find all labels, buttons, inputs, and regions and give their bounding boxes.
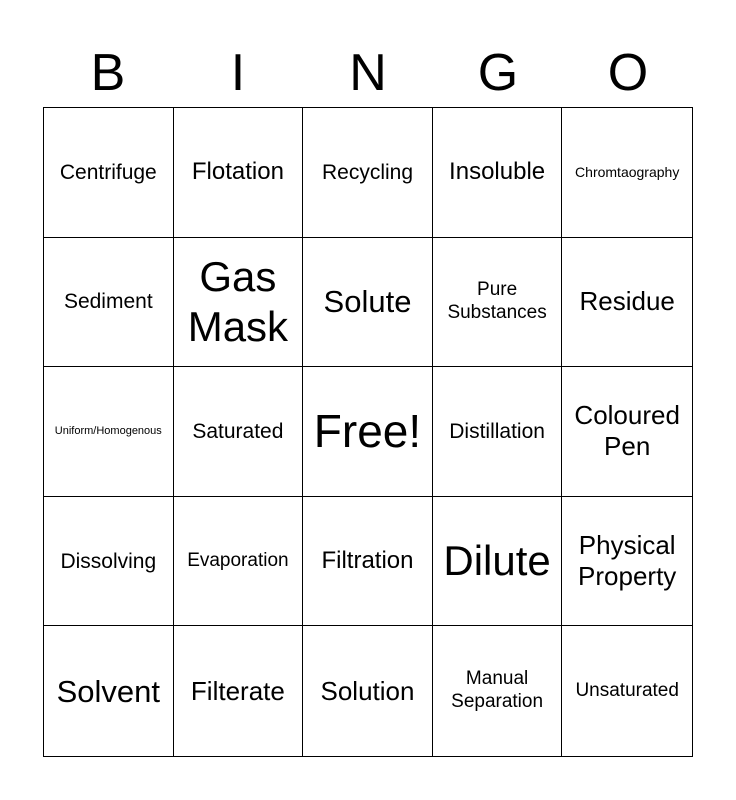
bingo-cell[interactable] [303,497,433,627]
bingo-cell[interactable] [174,367,304,497]
header-letter-g: G [477,44,519,102]
header-letter-o: O [607,44,649,102]
bingo-cell[interactable] [562,497,692,627]
cell-label: Uniform/Homogenous [54,424,162,437]
bingo-cell[interactable] [44,497,174,627]
bingo-cell[interactable] [44,108,174,238]
cell-label: Coloured Pen [574,400,680,462]
cell-label: Manual Separation [451,668,544,713]
bingo-cell[interactable] [303,626,433,756]
cell-label: Solution [320,675,415,706]
header-letter-n: N [349,44,387,102]
cell-label: Dilute [443,536,551,584]
bingo-cell[interactable] [44,238,174,368]
cell-label: Evaporation [187,549,289,571]
bingo-header [43,40,693,106]
cell-label: Pure Substances [447,279,547,323]
cell-label: Unsaturated [575,679,679,701]
bingo-cell[interactable] [174,238,304,368]
bingo-cell[interactable] [44,367,174,497]
cell-label: Distillation [449,419,545,443]
cell-label: Flotation [191,157,284,185]
cell-label: Sediment [63,290,153,314]
bingo-cell[interactable] [303,108,433,238]
cell-label: Physical Property [578,529,677,592]
cell-label: Recycling [321,160,414,184]
free-space-label: Free! [313,404,422,457]
bingo-cell[interactable] [562,367,692,497]
cell-label: Insoluble [449,157,546,185]
bingo-cell[interactable] [44,626,174,756]
cell-label: Gas Mask [187,252,289,350]
free-space-cell[interactable] [303,367,433,497]
bingo-cell[interactable] [433,108,563,238]
cell-label: Dissolving [60,549,157,573]
bingo-cell[interactable] [562,238,692,368]
cell-label: Residue [579,286,675,317]
bingo-board [43,107,693,757]
cell-label: Centrifuge [59,160,157,184]
cell-label: Chromtaography [575,163,680,180]
bingo-cell[interactable] [562,626,692,756]
header-letter-i: I [230,44,246,102]
cell-label: Saturated [192,419,284,443]
bingo-cell[interactable] [433,238,563,368]
bingo-cell[interactable] [562,108,692,238]
bingo-cell[interactable] [303,238,433,368]
cell-label: Solvent [56,673,160,709]
bingo-cell[interactable] [433,367,563,497]
cell-label: Solute [323,284,412,320]
header-letter-b: B [90,44,126,102]
cell-label: Filtration [321,546,414,574]
cell-label: Filterate [190,675,285,706]
bingo-cell[interactable] [433,497,563,627]
bingo-cell[interactable] [174,108,304,238]
bingo-cell[interactable] [433,626,563,756]
bingo-cell[interactable] [174,626,304,756]
bingo-cell[interactable] [174,497,304,627]
